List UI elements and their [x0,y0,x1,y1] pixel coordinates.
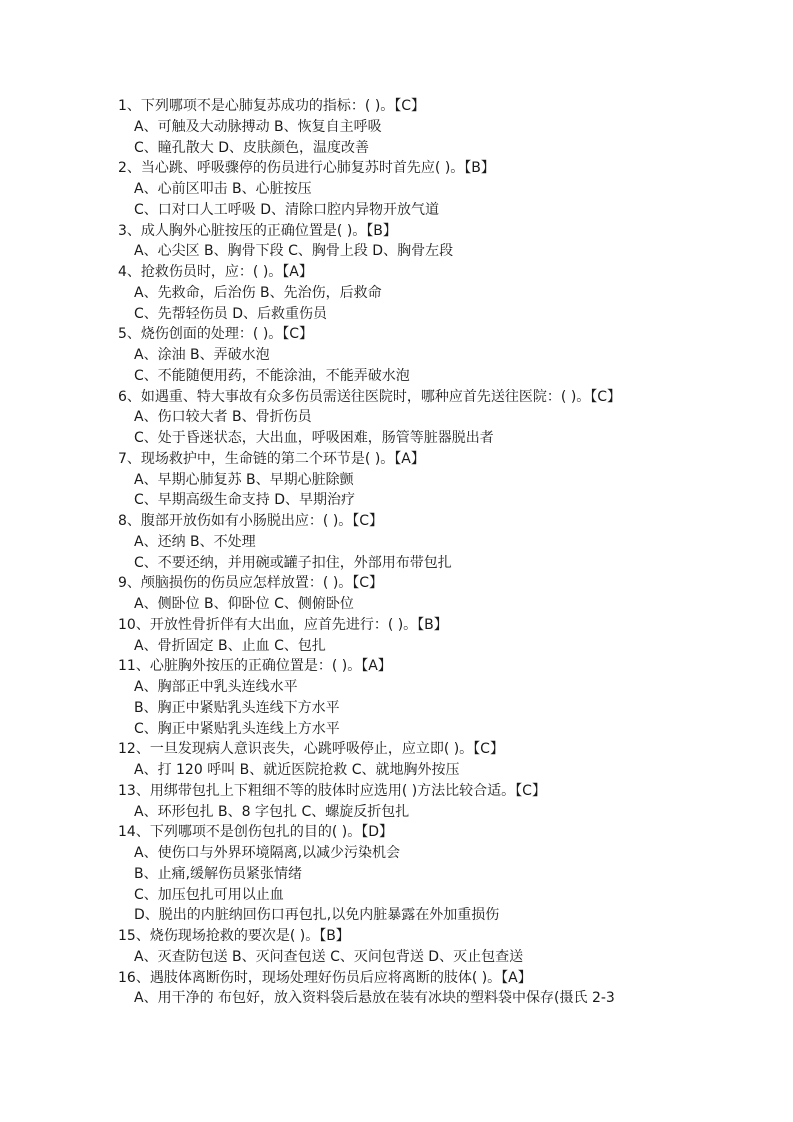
question-options: B、止痛,缓解伤员紧张情绪 [134,865,303,882]
question-text: 8、腹部开放伤如有小肠脱出应：( )。【C】 [118,513,384,529]
question-text: 14、下列哪项不是创伤包扎的目的( )。【D】 [118,824,393,841]
question-text: 15、烧伤现场抢救的要次是( )。【B】 [118,928,350,944]
question-options: C、不能随便用药，不能涂油，不能弄破水泡 [134,367,410,384]
question-options: C、口对口人工呼吸 D、清除口腔内异物开放气道 [134,201,440,218]
question-text: 3、成人胸外心脏按压的正确位置是( )。【B】 [118,222,397,239]
question-options: C、胸正中紧贴乳头连线上方水平 [134,720,340,737]
question-options: A、灭查防包送 B、灭问查包送 C、灭问包背送 D、灭止包查送 [134,948,524,965]
question-options: D、脱出的内脏纳回伤口再包扎,以免内脏暴露在外加重损伤 [134,907,500,924]
question-options: C、瞳孔散大 D、皮肤颜色，温度改善 [134,139,370,156]
question-options: A、骨折固定 B、止血 C、包扎 [134,637,326,654]
question-options: A、打 120 呼叫 B、就近医院抢救 C、就地胸外按压 [134,762,460,778]
question-text: 7、现场救护中，生命链的第二个环节是( )。【A】 [118,450,425,467]
question-options: A、伤口较大者 B、骨折伤员 [134,409,312,426]
question-options: C、处于昏迷状态，大出血，呼吸困难，肠管等脏器脱出者 [134,430,494,446]
question-text: 5、烧伤创面的处理：( )。【C】 [118,326,314,343]
question-options: A、用干净的 布包好，放入资料袋后悬放在装有冰块的塑料袋中保存(摄氏 2-3 [134,990,615,1007]
question-options: A、使伤口与外界环境隔离,以减少污染机会 [134,845,401,861]
question-options: C、加压包扎可用以止血 [134,886,284,903]
question-text: 11、心脏胸外按压的正确位置是：( )。【A】 [118,658,392,675]
question-options: A、早期心肺复苏 B、早期心脏除颤 [134,471,354,488]
question-options: A、侧卧位 B、仰卧位 C、侧俯卧位 [134,596,354,612]
question-options: A、还纳 B、不处理 [134,533,256,550]
question-text: 16、遇肢体离断伤时，现场处理好伤员后应将离断的肢体( )。【A】 [118,969,532,986]
question-text: 12、一旦发现病人意识丧失，心跳呼吸停止，应立即( )。【C】 [118,741,504,758]
question-options: A、心尖区 B、胸骨下段 C、胸骨上段 D、胸骨左段 [134,243,454,260]
question-options: A、胸部正中乳头连线水平 [134,679,298,695]
question-list [118,96,778,1009]
question-text: 4、抢救伤员时，应：( )。【A】 [118,264,313,280]
question-options: C、不要还纳，并用碗或罐子扣住，外部用布带包扎 [134,554,452,571]
question-text: 13、用绑带包扎上下粗细不等的肢体时应选用( )方法比较合适。【C】 [118,782,546,799]
question-text: 1、下列哪项不是心肺复苏成功的指标：( )。【C】 [118,98,426,114]
question-options: C、先帮轻伤员 D、后救重伤员 [134,305,328,322]
question-text: 6、如遇重、特大事故有众多伤员需送往医院时，哪种应首先送往医院：( )。【C】 [118,388,622,405]
question-options: A、涂油 B、弄破水泡 [134,347,270,363]
question-options: A、环形包扎 B、8 字包扎 C、螺旋反折包扎 [134,803,410,820]
question-text: 9、颅脑损伤的伤员应怎样放置：( )。【C】 [118,575,384,592]
question-options: A、心前区叩击 B、心脏按压 [134,181,312,197]
question-text: 10、开放性骨折伴有大出血，应首先进行：( )。【B】 [118,616,448,633]
question-options: C、早期高级生命支持 D、早期治疗 [134,492,356,509]
question-text: 2、当心跳、呼吸骤停的伤员进行心肺复苏时首先应( )。【B】 [118,160,495,177]
question-options: A、可触及大动脉搏动 B、恢复自主呼吸 [134,118,382,135]
question-options: A、先救命，后治伤 B、先治伤，后救命 [134,284,382,301]
question-options: B、胸正中紧贴乳头连线下方水平 [134,699,340,716]
